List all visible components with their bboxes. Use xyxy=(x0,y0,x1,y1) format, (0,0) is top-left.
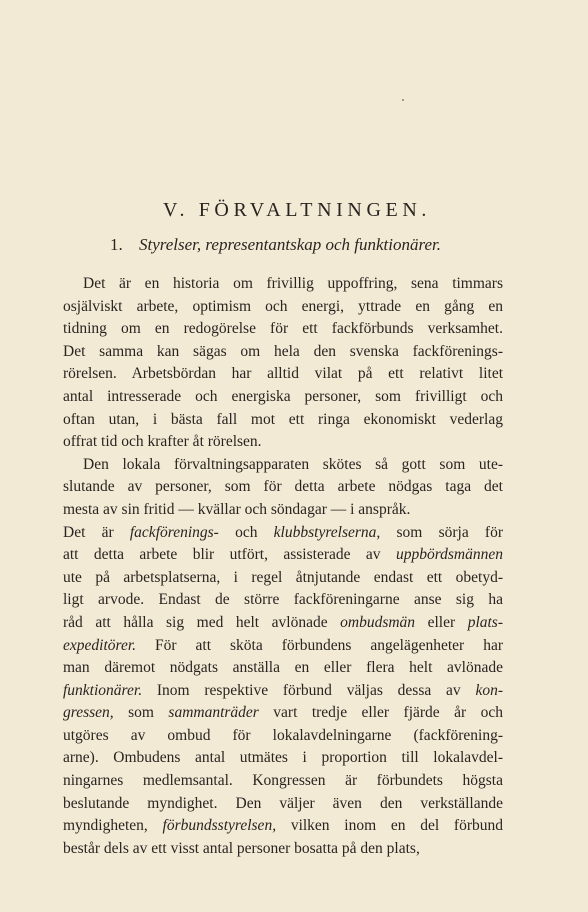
section-heading xyxy=(110,233,441,257)
text-run: och xyxy=(218,523,274,541)
text-line xyxy=(63,657,503,680)
text-run: man däremot nödgats anställa en eller flera helt avlönade xyxy=(63,659,503,677)
section-title: Styrelser, representantskap och funktionärer. xyxy=(139,235,442,254)
italic-term: plats- xyxy=(467,613,503,631)
text-line xyxy=(63,725,503,748)
text-line xyxy=(63,273,503,296)
italic-term: uppbördsmännen xyxy=(395,546,503,564)
text-run: vilken inom en del förbund xyxy=(276,817,503,835)
text-run: består dels av ett visst antal personer bosatta på den plats, xyxy=(63,839,420,857)
italic-term: kon- xyxy=(475,681,503,699)
italic-term: ombudsmän xyxy=(340,613,416,631)
text-run: antal intresserade och energiska personer, som frivilligt och xyxy=(63,387,503,405)
text-line xyxy=(63,318,503,341)
body-text xyxy=(63,273,503,860)
text-run: mesta av sin fritid — kvällar och söndagar — i anspråk. xyxy=(63,500,411,518)
text-line xyxy=(63,341,503,364)
text-line xyxy=(63,747,503,770)
text-run: som xyxy=(113,704,169,722)
text-line xyxy=(63,499,503,522)
text-line xyxy=(63,296,503,319)
text-line xyxy=(63,544,503,567)
text-run: För att sköta förbundens angelägenheter har xyxy=(136,636,503,654)
text-line xyxy=(63,386,503,409)
text-line xyxy=(63,815,503,838)
text-line xyxy=(63,363,503,386)
text-run: Det är en historia om frivillig uppoffring, sena timmars xyxy=(83,275,503,292)
text-line xyxy=(63,454,503,477)
text-run: offrat tid och krafter åt rörelsen. xyxy=(63,433,262,451)
text-run: att detta arbete blir utfört, assisterade av xyxy=(63,546,396,564)
text-run: tidning om en redogörelse för ett fackförbunds verksamhet. xyxy=(63,320,503,338)
text-run: arne). Ombudens antal utmätes i proportion till lokalavdel- xyxy=(63,749,503,767)
italic-term: expeditörer. xyxy=(63,636,137,654)
text-line xyxy=(63,476,503,499)
text-run: eller xyxy=(415,613,468,631)
italic-term: förbundsstyrelsen, xyxy=(162,817,277,835)
text-line xyxy=(63,409,503,432)
italic-term: gressen, xyxy=(63,704,114,722)
text-run: utgöres av ombud för lokalavdelningarne (fackförening- xyxy=(63,726,503,744)
text-run: slutande av personer, som för detta arbete nödgas taga det xyxy=(63,478,503,496)
text-run: Det är xyxy=(63,523,130,541)
text-line xyxy=(63,793,503,816)
text-run: Den lokala förvaltningsapparaten skötes så gott som ute- xyxy=(83,455,503,473)
text-run: osjälviskt arbete, optimism och energi, yttrade en gång en xyxy=(63,297,503,315)
text-line xyxy=(63,635,503,658)
text-run: Det samma kan sägas om hela den svenska fackförenings- xyxy=(63,342,503,360)
text-line xyxy=(63,770,503,793)
text-line xyxy=(63,838,503,861)
text-run: ningarnes medlemsantal. Kongressen är förbundets högsta xyxy=(63,772,503,790)
section-number: 1. xyxy=(110,235,123,254)
text-run: myndigheten, xyxy=(63,817,163,835)
text-run: som sörja för xyxy=(380,523,504,541)
text-line xyxy=(63,612,503,635)
text-run: ute på arbetsplatserna, i regel åtnjutande endast ett obetyd- xyxy=(63,568,503,586)
text-run: rörelsen. Arbetsbördan har alltid vilat på ett relativt litet xyxy=(63,365,503,383)
text-line xyxy=(63,702,503,725)
italic-term: klubbstyrelserna, xyxy=(273,523,381,541)
text-run: vart tredje eller fjärde år och xyxy=(258,704,503,722)
text-run: råd att hålla sig med helt avlönade xyxy=(63,613,341,631)
text-line xyxy=(63,589,503,612)
text-run: Inom respektive förbund väljas dessa av xyxy=(142,681,476,699)
italic-term: sammanträder xyxy=(168,704,259,722)
chapter-title: V. FÖRVALTNINGEN. xyxy=(163,199,431,221)
italic-term: fackförenings- xyxy=(129,523,219,541)
paper-speck xyxy=(402,99,404,101)
text-line xyxy=(63,567,503,590)
italic-term: funktionärer. xyxy=(63,681,143,699)
text-run: ligt arvode. Endast de större fackföreningarne anse sig ha xyxy=(63,591,503,609)
text-line xyxy=(63,431,503,454)
text-run: beslutande myndighet. Den väljer även den verkställande xyxy=(63,794,503,812)
text-line xyxy=(63,522,503,545)
text-run: oftan utan, i bästa fall mot ett ringa ekonomiskt vederlag xyxy=(63,410,503,428)
text-line xyxy=(63,680,503,703)
